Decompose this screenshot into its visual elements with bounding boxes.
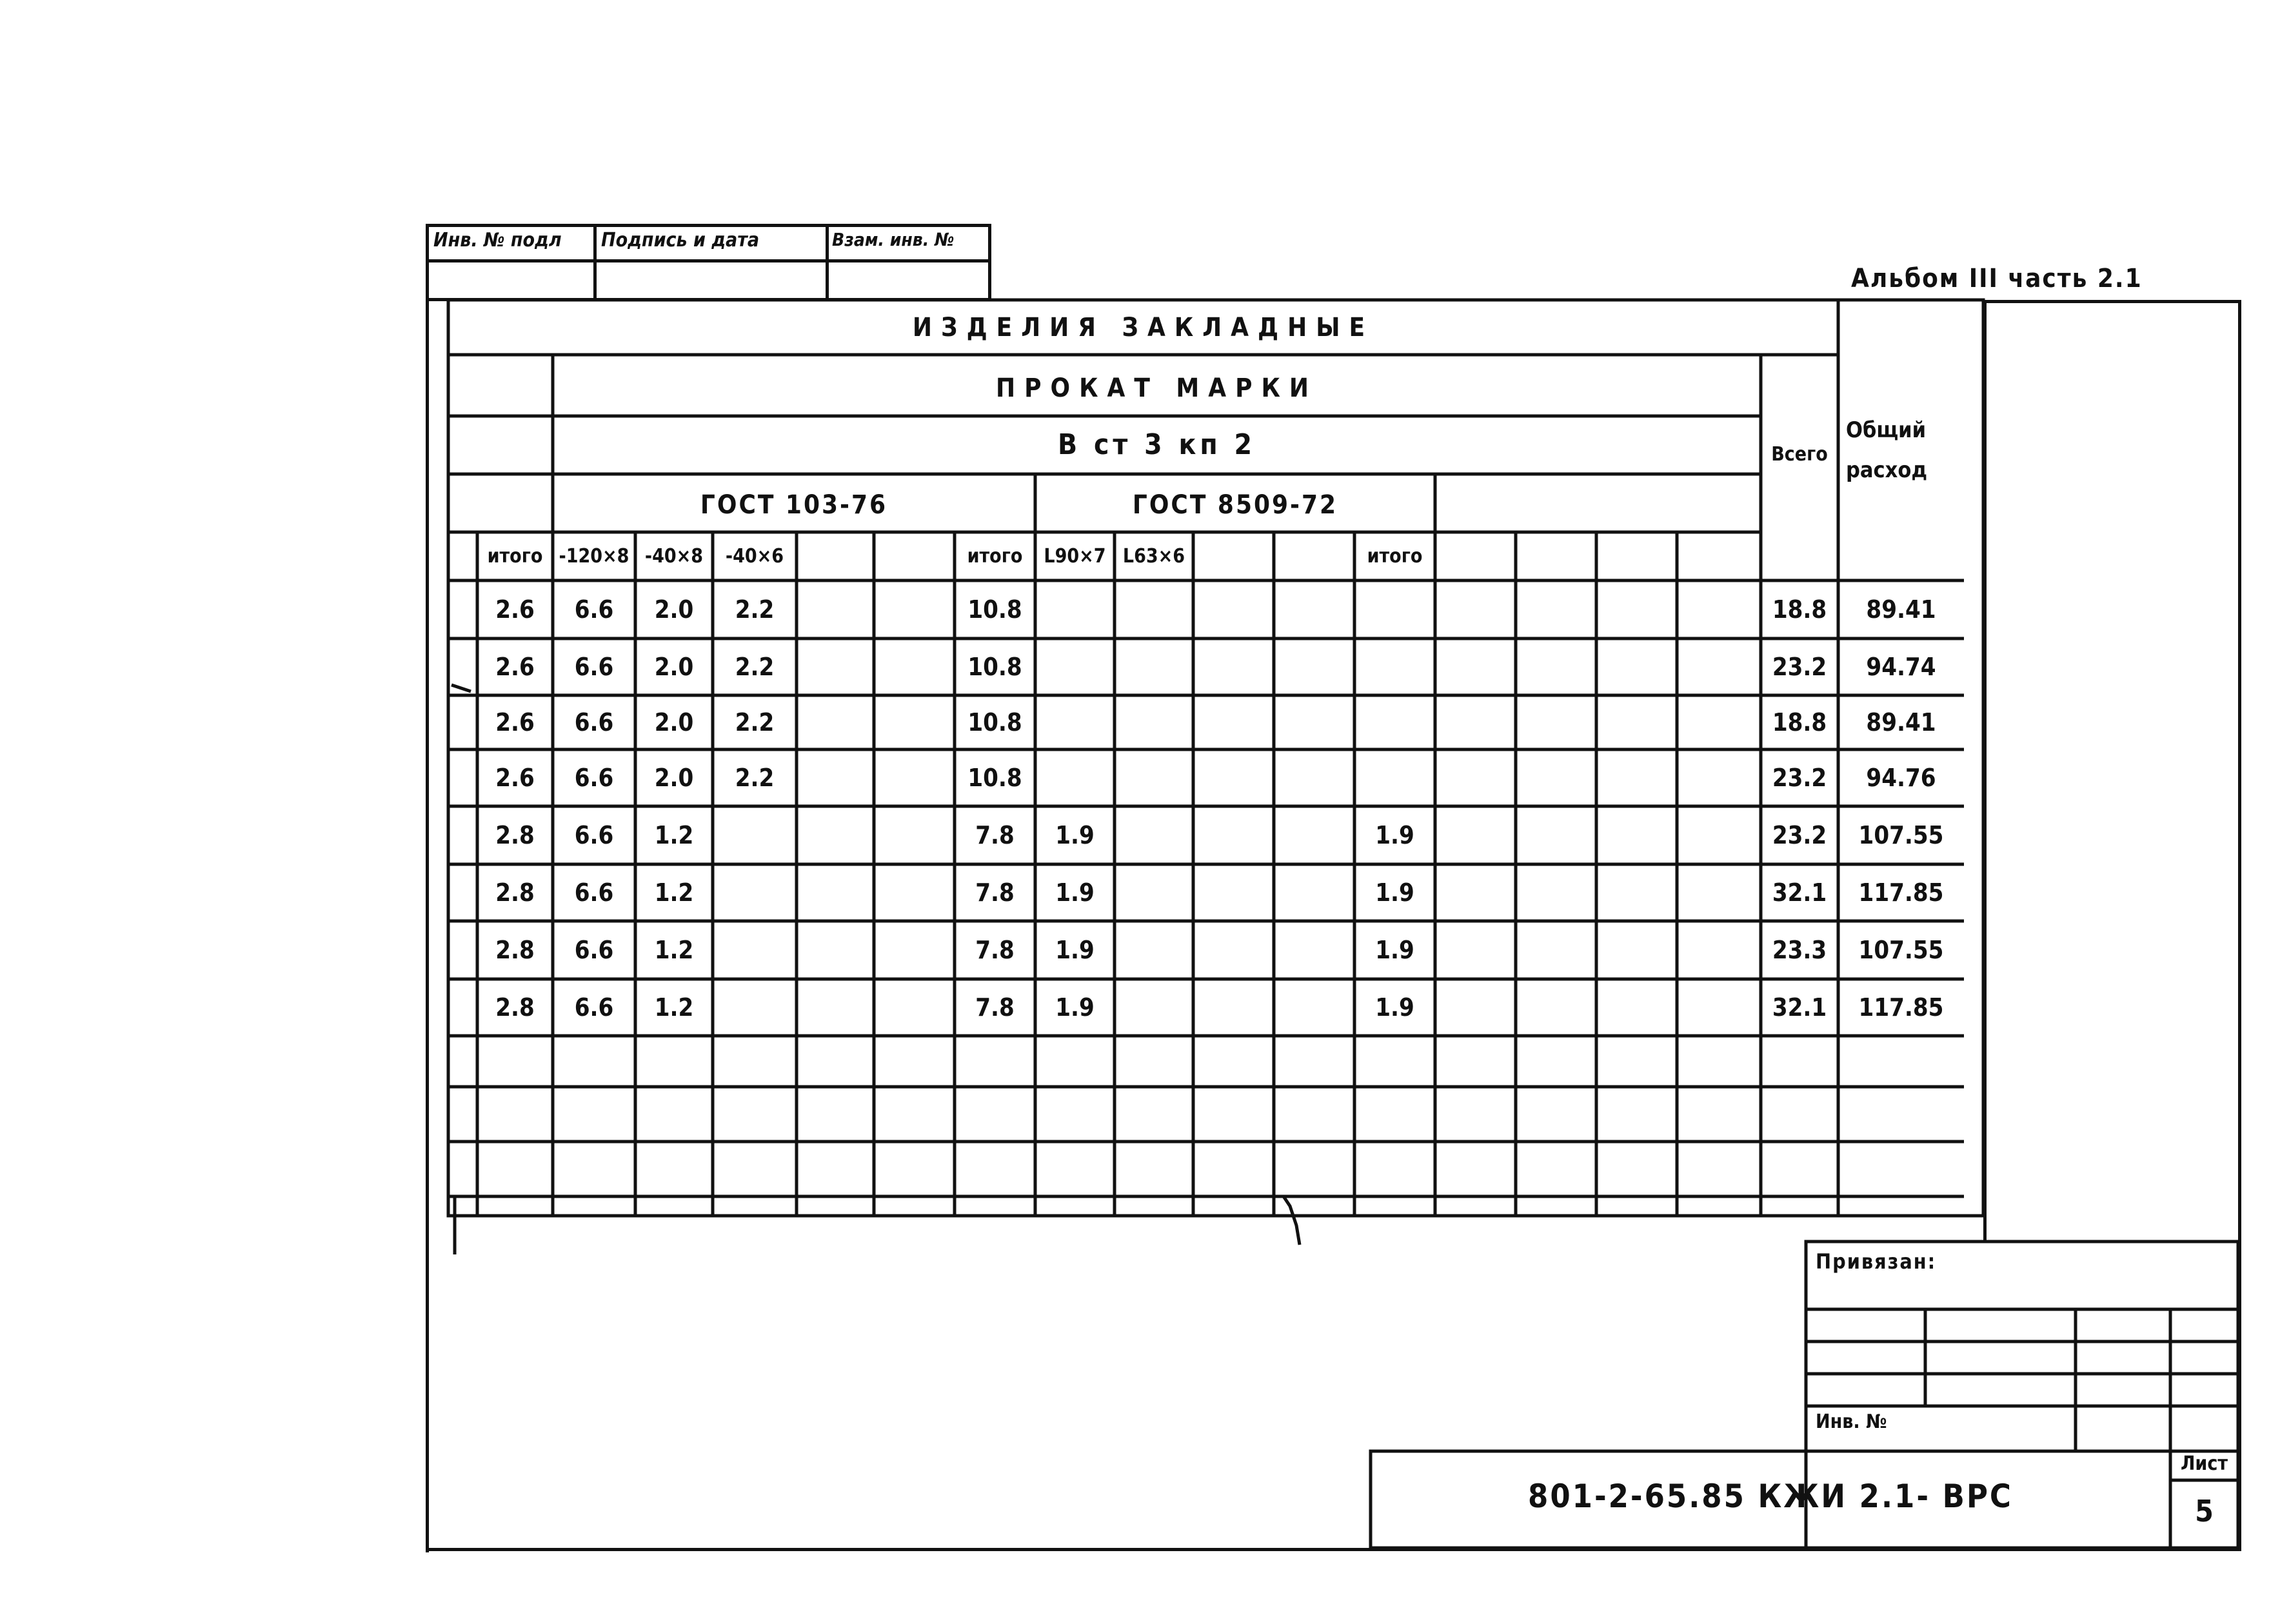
cell-b: 1.2: [654, 993, 694, 1022]
cell-itogo2: 7.8: [975, 936, 1015, 964]
cell-obshiy: 94.74: [1866, 653, 1936, 681]
cell-itogo1: 2.6: [495, 653, 535, 681]
cell-obshiy: 117.85: [1858, 878, 1944, 907]
cell-itogo2: 10.8: [967, 653, 1022, 681]
album-label: Альбом III часть 2.1: [1851, 264, 2143, 293]
cell-itogo2: 10.8: [967, 595, 1022, 624]
list-number: 5: [2195, 1494, 2214, 1529]
cell-b: 2.0: [654, 764, 694, 792]
obshiy-header: Общий: [1846, 417, 1927, 443]
col-l90x7: L90×7: [1044, 545, 1106, 568]
cell-itogo1: 2.8: [495, 993, 535, 1022]
cell-itogo1: 2.8: [495, 878, 535, 907]
cell-b: 1.2: [654, 936, 694, 964]
cell-c: 2.2: [735, 708, 775, 737]
cell-itogo3: 1.9: [1375, 993, 1414, 1022]
cell-b: 2.0: [654, 653, 694, 681]
cell-vsego: 18.8: [1772, 595, 1827, 624]
cell-vsego: 18.8: [1772, 708, 1827, 737]
cell-vsego: 23.2: [1772, 653, 1827, 681]
cell-b: 2.0: [654, 595, 694, 624]
cell-d: 1.9: [1055, 878, 1095, 907]
inv-no-label: Инв. №: [1816, 1411, 1887, 1433]
cell-itogo3: 1.9: [1375, 936, 1414, 964]
inv-podl-label: Инв. № подл: [433, 229, 562, 252]
cell-obshiy: 107.55: [1858, 936, 1944, 964]
cell-itogo2: 10.8: [967, 764, 1022, 792]
cell-c: 2.2: [735, 595, 775, 624]
cell-vsego: 23.2: [1772, 764, 1827, 792]
cell-a: 6.6: [574, 595, 614, 624]
cell-vsego: 32.1: [1772, 993, 1827, 1022]
cell-itogo3: 1.9: [1375, 878, 1414, 907]
vsego-header: Всего: [1771, 443, 1828, 466]
cell-itogo2: 7.8: [975, 821, 1015, 849]
cell-c: 2.2: [735, 653, 775, 681]
rashod-header: расход: [1846, 457, 1928, 483]
privyazan-label: Привязан:: [1816, 1249, 1937, 1274]
cell-vsego: 32.1: [1772, 878, 1827, 907]
prokat-header: ПРОКАТ МАРКИ: [996, 373, 1318, 403]
cell-d: 1.9: [1055, 993, 1095, 1022]
cell-d: 1.9: [1055, 821, 1095, 849]
gost-8509-header: ГОСТ 8509-72: [1132, 490, 1338, 520]
col-40x6: -40×6: [725, 545, 784, 568]
steel-grade: В ст 3 кп 2: [1058, 428, 1256, 461]
cell-itogo1: 2.6: [495, 595, 535, 624]
cell-itogo1: 2.8: [495, 936, 535, 964]
cell-a: 6.6: [574, 878, 614, 907]
col-40x8: -40×8: [644, 545, 704, 568]
vzam-inv-label: Взам. инв. №: [832, 229, 955, 250]
list-label: Лист: [2181, 1452, 2228, 1475]
cell-itogo2: 7.8: [975, 993, 1015, 1022]
cell-itogo1: 2.6: [495, 708, 535, 737]
cell-c: 2.2: [735, 764, 775, 792]
cell-obshiy: 107.55: [1858, 821, 1944, 849]
cell-a: 6.6: [574, 708, 614, 737]
col-l63x6: L63×6: [1122, 545, 1185, 568]
col-itogo-3: итого: [1367, 545, 1423, 568]
col-itogo-1: итого: [487, 545, 543, 568]
cell-d: 1.9: [1055, 936, 1095, 964]
cell-a: 6.6: [574, 764, 614, 792]
table-title: ИЗДЕЛИЯ ЗАКЛАДНЫЕ: [912, 313, 1374, 342]
cell-obshiy: 89.41: [1866, 595, 1936, 624]
cell-b: 1.2: [654, 821, 694, 849]
gost-103-header: ГОСТ 103-76: [700, 490, 888, 520]
cell-b: 2.0: [654, 708, 694, 737]
cell-obshiy: 117.85: [1858, 993, 1944, 1022]
cell-b: 1.2: [654, 878, 694, 907]
cell-a: 6.6: [574, 653, 614, 681]
cell-obshiy: 94.76: [1866, 764, 1936, 792]
cell-itogo2: 7.8: [975, 878, 1015, 907]
cell-obshiy: 89.41: [1866, 708, 1936, 737]
cell-a: 6.6: [574, 936, 614, 964]
cell-vsego: 23.2: [1772, 821, 1827, 849]
cell-itogo3: 1.9: [1375, 821, 1414, 849]
document-code: 801-2-65.85 КЖИ 2.1- ВРС: [1528, 1478, 2013, 1515]
cell-itogo1: 2.6: [495, 764, 535, 792]
cell-a: 6.6: [574, 993, 614, 1022]
cell-a: 6.6: [574, 821, 614, 849]
cell-vsego: 23.3: [1772, 936, 1827, 964]
cell-itogo2: 10.8: [967, 708, 1022, 737]
col-itogo-2: итого: [967, 545, 1023, 568]
podpis-data-label: Подпись и дата: [601, 229, 760, 252]
col-120x8: -120×8: [559, 545, 629, 568]
cell-itogo1: 2.8: [495, 821, 535, 849]
